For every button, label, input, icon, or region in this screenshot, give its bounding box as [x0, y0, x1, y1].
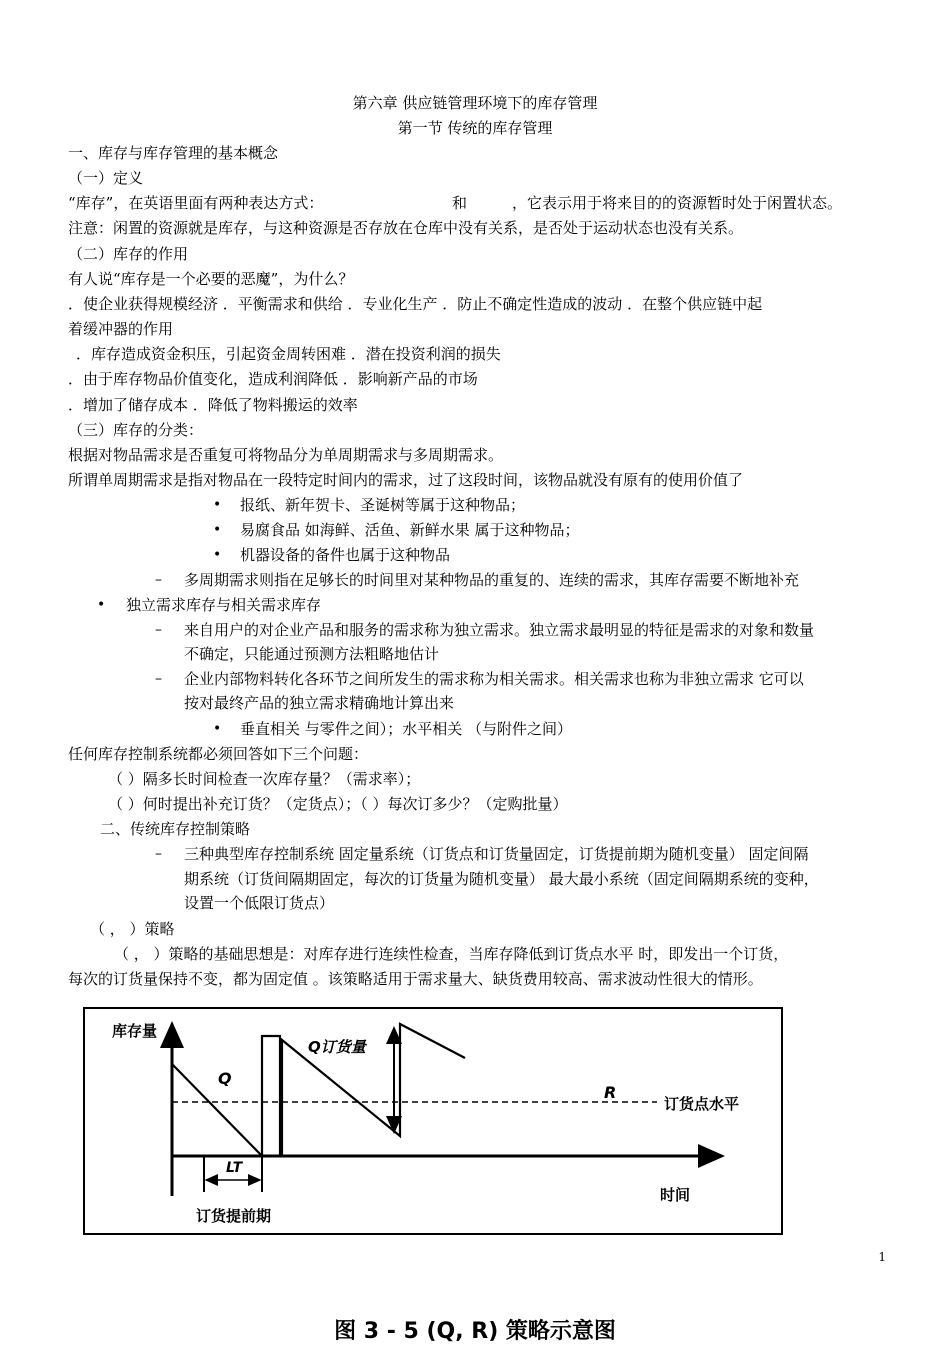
text-line: 三种典型库存控制系统 固定量系统（订货点和订货量固定，订货提前期为随机变量） 固定间隔 [184, 845, 809, 863]
text-line: 有人说“库存是一个必要的恶魔”，为什么？ [68, 270, 354, 288]
text-line: 不确定，只能通过预测方法粗略地估计 [184, 645, 440, 663]
section-title: 第一节 传统的库存管理 [397, 119, 553, 137]
text-line: 每次的订货量保持不变，都为固定值 。该策略适用于需求量大、缺货费用较高、需求波动性很大的情形。 [68, 970, 763, 988]
reorder-level-label: 订货点水平 [664, 1095, 740, 1113]
text-line: 着缓冲器的作用 [68, 320, 174, 338]
text-line: “库存”，在英语里面有两种表达方式： [68, 194, 324, 212]
text-line: ．由于库存物品价值变化，造成利润降低 ．影响新产品的市场 [68, 370, 478, 388]
text-line: （ ）隔多长时间检查一次库存量？（需求率）； [108, 770, 421, 788]
text-line: （二）库存的作用 [68, 245, 189, 263]
text-line: 二、传统库存控制策略 [100, 820, 251, 838]
y-axis-label: 库存量 [112, 1022, 158, 1040]
text-inline-tail: ，它表示用于将来目的的资源暂时处于闲置状态。 [512, 194, 843, 212]
qr-strategy-figure [82, 1006, 786, 1240]
page-number: 1 [878, 1250, 886, 1264]
figure-caption: 图 3 - 5 (Q, R) 策略示意图 [334, 1319, 616, 1344]
bullet-dash: – [155, 622, 162, 638]
text-line: ．使企业获得规模经济 ．平衡需求和供给 ．专业化生产 ．防止不确定性造成的波动 ．在整个供应链中起 [68, 295, 763, 313]
text-line: 企业内部物料转化各环节之间所发生的需求称为相关需求。相关需求也称为非独立需求 它可以 [184, 670, 804, 688]
text-line: 垂直相关 与零件之间）；水平相关 （与附件之间） [240, 720, 573, 738]
text-line: ．库存造成资金积压，引起资金周转困难 ．潜在投资利润的损失 [76, 345, 501, 363]
bullet-dot: • [213, 522, 222, 538]
q-label: Q [218, 1069, 232, 1088]
text-line: ．增加了储存成本 ．降低了物料搬运的效率 [68, 396, 358, 414]
bullet-dash: – [155, 846, 162, 862]
text-line: 多周期需求则指在足够长的时间里对某种物品的重复的、连续的需求，其库存需要不断地补充 [184, 571, 800, 589]
bullet-dot: • [97, 597, 106, 613]
text-line: 根据对物品需求是否重复可将物品分为单周期需求与多周期需求。 [68, 446, 504, 464]
bullet-dot: • [213, 547, 222, 563]
text-line: 来自用户的对企业产品和服务的需求称为独立需求。独立需求最明显的特征是需求的对象和数量 [184, 621, 815, 639]
text-line: 任何库存控制系统都必须回答如下三个问题： [68, 745, 369, 763]
text-line: 所谓单周期需求是指对物品在一段特定时间内的需求，过了这段时间，该物品就没有原有的使用价值了 [68, 471, 744, 489]
text-line: 一、库存与库存管理的基本概念 [68, 144, 279, 162]
text-line: 期系统（订货间隔期固定，每次的订货量为随机变量） 最大最小系统（固定间隔期系统的变种， [184, 870, 819, 888]
lt-label: LT [226, 1160, 243, 1176]
bullet-dot: • [213, 721, 222, 737]
bullet-dot: • [213, 497, 222, 513]
x-axis-label: 时间 [660, 1186, 691, 1204]
bullet-dash: – [155, 572, 162, 588]
chapter-title: 第六章 供应链管理环境下的库存管理 [352, 94, 598, 112]
text-line: 机器设备的备件也属于这种物品 [240, 546, 451, 564]
lead-time-label: 订货提前期 [196, 1207, 272, 1225]
text-line: （ ， ）策略的基础思想是：对库存进行连续性检查，当库存降低到订货点水平 时，即发出一个订货， [114, 945, 789, 963]
text-line: 按对最终产品的独立需求精确地计算出来 [184, 694, 455, 712]
text-line: （ ， ）策略 [90, 920, 175, 938]
text-line: 注意：闲置的资源就是库存，与这种资源是否存放在仓库中没有关系，是否处于运动状态也没有关系。 [68, 219, 744, 237]
text-line: 设置一个低限订货点） [184, 894, 335, 912]
text-inline-and: 和 [452, 194, 468, 212]
text-line: 独立需求库存与相关需求库存 [126, 596, 322, 614]
text-line: 报纸、新年贺卡、圣诞树等属于这种物品； [240, 496, 526, 514]
q-order-label: Q订货量 [308, 1038, 366, 1056]
text-line: （三）库存的分类： [68, 421, 204, 439]
text-line: 易腐食品 如海鲜、活鱼、新鲜水果 属于这种物品； [240, 521, 580, 539]
r-label: R [604, 1083, 617, 1102]
text-line: （ ）何时提出补充订货？（定货点）；（ ）每次订多少？（定购批量） [108, 795, 568, 813]
text-line: （一）定义 [68, 169, 144, 187]
bullet-dash: – [155, 671, 162, 687]
